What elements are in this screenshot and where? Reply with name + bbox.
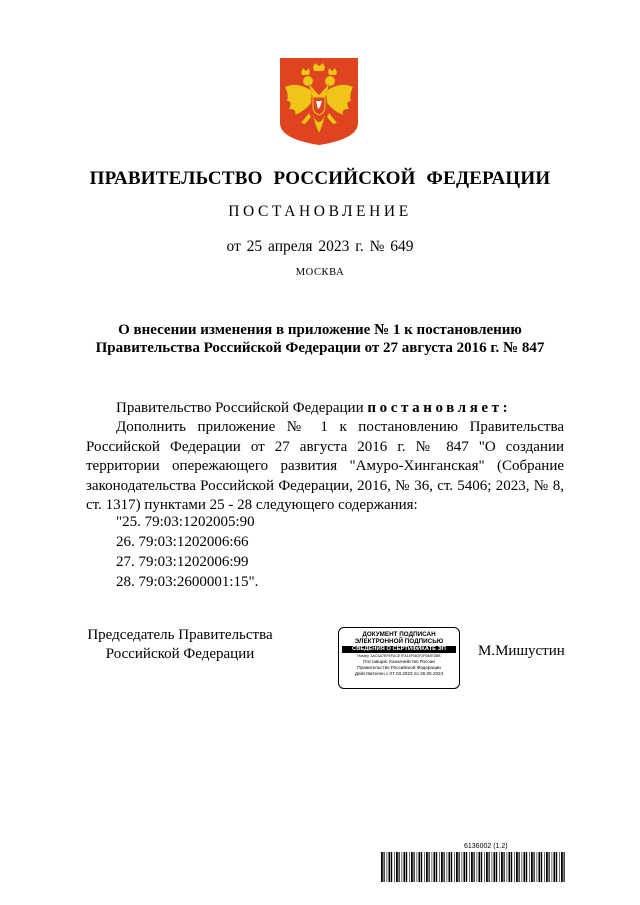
date-and-number: от 25 апреля 2023 г. № 649: [226, 238, 414, 255]
signer-position-line-1: Председатель Правительства: [87, 627, 273, 643]
certificate-info-bar: СВЕДЕНИЯ О СЕРТИФИКАТЕ ЭП: [342, 646, 456, 653]
document-subject: [0, 321, 640, 357]
barcode-label: 6136002 (1.2): [464, 843, 508, 850]
certificate-number: Номер: 3AC3A7EFEFACE7FA10F083F2F060E3BB: [357, 654, 441, 658]
certificate-owner: Правительство Российской Федерации: [357, 664, 441, 670]
coat-of-arms-emblem: [279, 57, 359, 146]
stamp-title: [339, 631, 459, 645]
document-type: ПОСТАНОВЛЕНИЕ: [228, 203, 412, 220]
list-item: 28. 79:03:2600001:15".: [116, 574, 259, 590]
subject-line-1: О внесении изменения в приложение № 1 к постановлению: [118, 322, 522, 338]
certificate-validity: Действителен с 07.03.2023 по 30.05.2024: [354, 670, 444, 676]
resolution-intro: [116, 399, 564, 419]
signer-name: М.Мишустин: [478, 643, 565, 659]
intro-decree-word: постановляет:: [367, 400, 512, 416]
signer-position: [80, 626, 280, 664]
government-title: ПРАВИТЕЛЬСТВО РОССИЙСКОЙ ФЕДЕРАЦИИ: [89, 168, 551, 189]
stamp-title-line-1: ДОКУМЕНТ ПОДПИСАН: [362, 631, 436, 638]
barcode: [381, 852, 565, 882]
subject-line-2: Правительства Российской Федерации от 27 августа 2016 г. № 847: [95, 340, 545, 356]
electronic-signature-stamp: [338, 627, 460, 689]
list-item: 26. 79:03:1202006:66: [116, 534, 249, 550]
list-item: 27. 79:03:1202006:99: [116, 554, 249, 570]
certificate-supplier: Поставщик: Казначейство России: [363, 659, 435, 664]
intro-text: Правительство Российской Федерации: [116, 400, 368, 416]
signer-position-line-2: Российской Федерации: [105, 646, 255, 662]
stamp-title-line-2: ЭЛЕКТРОННОЙ ПОДПИСЬЮ: [354, 638, 444, 645]
resolution-paragraph: Дополнить приложение № 1 к постановлению Правительства Российской Федерации от 27 августа 2016 г. № 847 "О создании территории опережающего развития "Амуро-Хинганская" (Собрание законодательства Российской Федерации, 2016, № 36, ст. 5406; 2023, № 8, ст. 1317) пунктами 25 - 28 следующего содержания:: [86, 419, 564, 514]
list-item: "25. 79:03:1202005:90: [116, 514, 255, 530]
city: МОСКВА: [295, 267, 345, 278]
